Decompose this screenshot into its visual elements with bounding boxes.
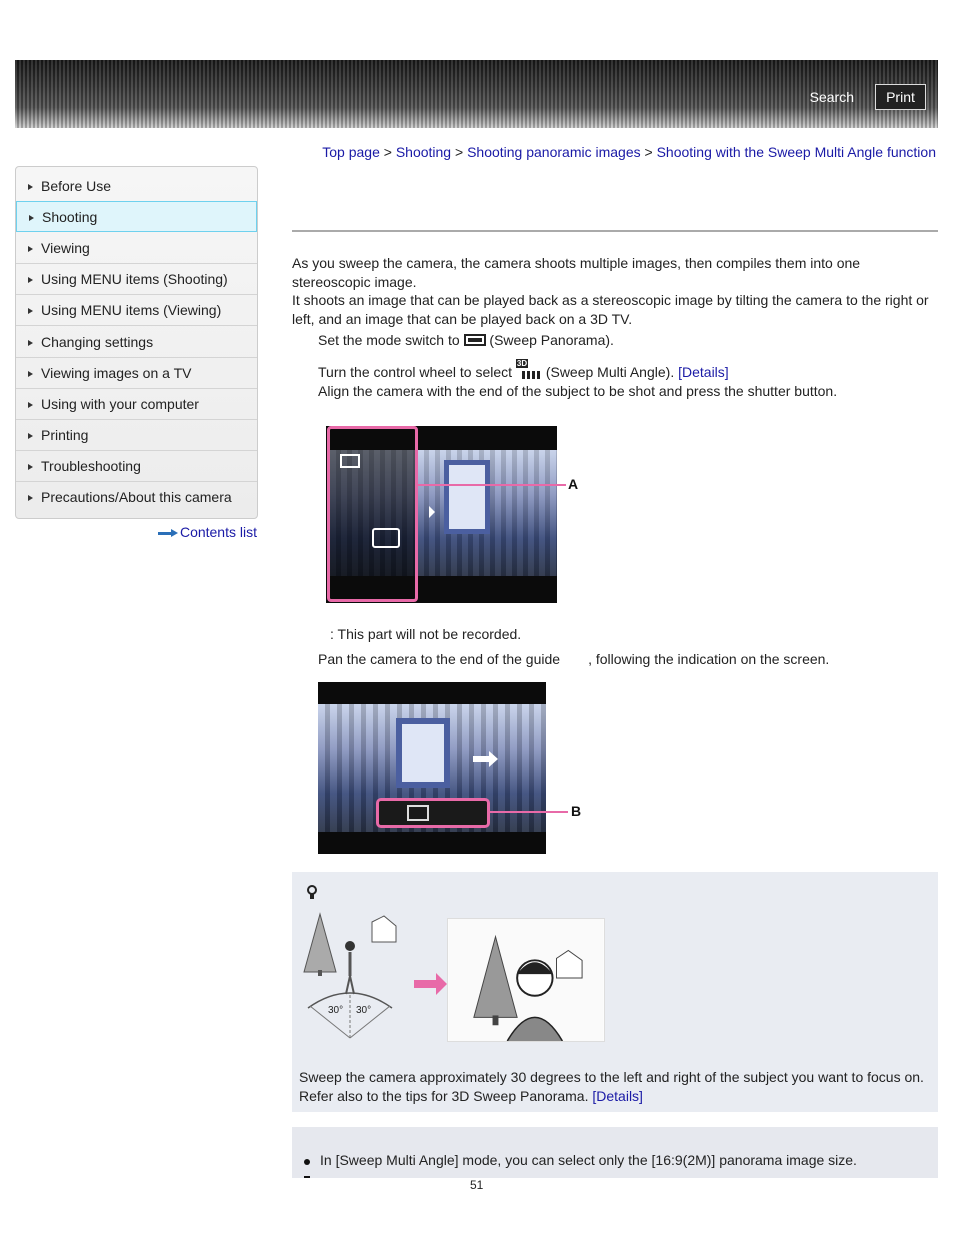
caption-a: : This part will not be recorded. (330, 626, 522, 642)
guide-bar (376, 798, 490, 828)
building-shape (444, 460, 490, 534)
triangle-right-icon (28, 402, 33, 408)
sidebar-item-shooting[interactable] (16, 201, 257, 232)
step-3: Align the camera with the end of the subject to be shot and press the shutter button. (318, 383, 838, 399)
building-shape (396, 718, 450, 788)
pan-arrow-icon (473, 756, 491, 762)
details-link[interactable]: [Details] (592, 1088, 643, 1104)
callout-label-a: A (568, 476, 579, 492)
bulb-base (310, 894, 314, 899)
note-item-1: In [Sweep Multi Angle] mode, you can select only the [16:9(2M)] panorama image size. (320, 1152, 857, 1168)
triangle-right-icon (28, 433, 33, 439)
step-1 (318, 332, 614, 348)
step-1-text: Set the mode switch to (318, 332, 460, 348)
breadcrumb-shooting-panoramic[interactable]: Shooting panoramic images (467, 144, 641, 160)
sidebar-item-label: Using with your computer (41, 396, 199, 412)
breadcrumb-separator: > (644, 144, 653, 160)
hint-text (299, 1068, 935, 1106)
bullet-icon (304, 1159, 310, 1165)
sidebar-item-menu-viewing[interactable] (16, 295, 257, 326)
notes-box (292, 1127, 938, 1178)
sidebar-item-changing-settings[interactable] (16, 327, 257, 358)
step-2-text-post: (Sweep Multi Angle). (545, 364, 675, 380)
sidebar-item-before-use[interactable] (16, 171, 257, 202)
sidebar-item-label: Before Use (41, 178, 112, 194)
callout-line-b (490, 811, 568, 813)
step-2-text: Turn the control wheel to select (318, 364, 513, 380)
sidebar-item-label: Viewing images on a TV (41, 365, 192, 381)
sweep-angle-illustration (300, 912, 404, 1052)
sidebar-item-label: Using MENU items (Viewing) (41, 302, 222, 318)
sidebar-item-label: Changing settings (41, 334, 154, 350)
bullet-icon (304, 1176, 310, 1178)
step-1-text-post: (Sweep Panorama). (489, 332, 614, 348)
breadcrumb-current-page[interactable]: Shooting with the Sweep Multi Angle function (656, 144, 936, 160)
title-divider (292, 230, 938, 232)
lcd-screen-figure-a (326, 426, 557, 603)
sidebar-item-label: Shooting (42, 209, 98, 225)
breadcrumb-separator: > (383, 144, 392, 160)
breadcrumb-shooting[interactable]: Shooting (395, 144, 452, 160)
sidebar-item-viewing-tv[interactable] (16, 358, 257, 389)
triangle-right-icon (28, 371, 33, 377)
triangle-right-icon (28, 184, 33, 190)
guide-position-marker (407, 805, 429, 821)
hint-line-2-text: Refer also to the tips for 3D Sweep Panorama. (299, 1088, 589, 1104)
breadcrumb-separator: > (455, 144, 464, 160)
3d-label: 3D (516, 359, 528, 368)
step-4-text: Pan the camera to the end of the guide (318, 651, 561, 667)
lcd-screen-figure-b (318, 682, 546, 854)
subject-focus-illustration (447, 918, 605, 1042)
contents-list-label: Contents list (179, 524, 257, 540)
hint-box (292, 872, 938, 1112)
print-button[interactable]: Print (875, 84, 926, 110)
lightbulb-icon (302, 880, 322, 900)
search-link[interactable]: Search (809, 89, 854, 105)
callout-line-a (417, 484, 566, 486)
callout-label-b: B (571, 803, 582, 819)
angle-right-label: 30° (356, 1005, 372, 1016)
sidebar-item-computer[interactable] (16, 389, 257, 420)
step-4-text-post: , following the indication on the screen. (588, 651, 830, 667)
sweep-panorama-icon (464, 334, 486, 346)
details-link[interactable]: [Details] (678, 364, 729, 380)
sweep-direction-icon (429, 506, 435, 518)
triangle-right-icon (29, 215, 34, 221)
sidebar-item-label: Using MENU items (Shooting) (41, 271, 228, 287)
triangle-right-icon (28, 340, 33, 346)
sidebar-item-precautions[interactable] (16, 482, 257, 513)
sidebar-item-printing[interactable] (16, 420, 257, 451)
arrow-right-icon (158, 529, 178, 537)
sidebar-nav (15, 166, 258, 519)
triangle-right-icon (28, 308, 33, 314)
breadcrumb (322, 144, 936, 160)
sweep-multi-angle-icon (516, 359, 542, 381)
header-bar (15, 60, 938, 128)
triangle-right-icon (28, 246, 33, 252)
contents-list-link[interactable] (158, 524, 257, 540)
page-number: 51 (470, 1178, 484, 1192)
angle-left-label: 30° (328, 1005, 344, 1016)
sidebar-item-label: Viewing (41, 240, 90, 256)
triangle-right-icon (28, 277, 33, 283)
intro-paragraph (292, 254, 938, 328)
triangle-right-icon (28, 464, 33, 470)
bars-icon (522, 371, 540, 379)
sidebar-item-label: Printing (41, 427, 89, 443)
step-4 (318, 651, 829, 667)
hint-line-2 (299, 1087, 935, 1106)
hint-line-1: Sweep the camera approximately 30 degrees to the left and right of the subject you want to focus on. (299, 1069, 924, 1085)
intro-line-1: As you sweep the camera, the camera shoots multiple images, then compiles them into one stereoscopic image. (292, 255, 861, 290)
triangle-right-icon (28, 495, 33, 501)
sidebar-item-viewing[interactable] (16, 233, 257, 264)
highlight-frame-a (327, 426, 418, 602)
sidebar-item-label: Troubleshooting (41, 458, 141, 474)
breadcrumb-top-page[interactable]: Top page (322, 144, 380, 160)
sidebar-item-menu-shooting[interactable] (16, 264, 257, 295)
arrow-right-icon (414, 980, 438, 988)
sidebar-item-label: Precautions/About this camera (41, 489, 232, 505)
intro-line-2: It shoots an image that can be played back as a stereoscopic image by tilting the camera to the right or left, and an image that can be played back on a 3D TV. (292, 292, 929, 327)
sidebar-item-troubleshooting[interactable] (16, 451, 257, 482)
step-2 (318, 359, 729, 381)
